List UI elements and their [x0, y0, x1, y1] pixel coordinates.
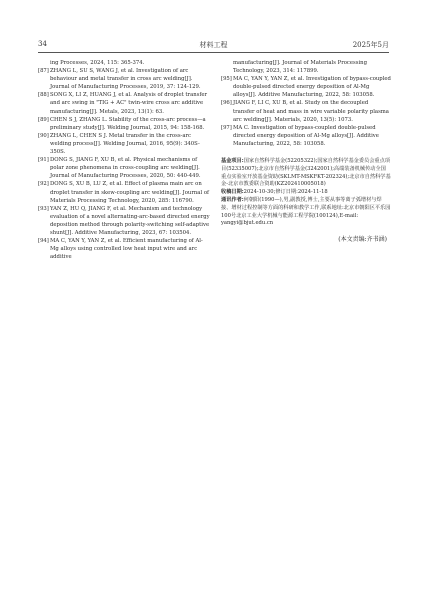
reference-number: [89] [38, 116, 49, 123]
reference-number: [92] [38, 181, 49, 188]
funding-label: 基金项目: [221, 158, 244, 165]
reference-text: MA C. Investigation of bypass-coupled double-pulsed directed energy deposition of Al-Mg alloys[J]. Additive Manufacturing, 2022, 58: 103058. [233, 124, 379, 147]
reference-number: [96] [221, 100, 232, 107]
reference-number: [91] [38, 157, 49, 164]
reference-text: DONG S, JIANG F, XU B, et al. Physical mechanisms of polar zone phenomena in cross-coupling arc welding[J]. Journal of Manufacturing Processes, 2020, 50: 440-449. [50, 157, 201, 180]
reference-entry [38, 237, 210, 261]
reference-text: ZHANG L, CHEN S J. Metal transfer in the cross-arc welding process[J]. Welding Journal, 2016, 95(9): 340S-350S. [50, 132, 200, 156]
reference-number: [93] [38, 205, 49, 212]
reference-text: YAN Z, HU Q, JIANG F, et al. Mechanism and technology evaluation of a novel alternating-arc-based directed energy deposition method through polarity-switching self-adaptive shunt[J]. Additive Manufacturing, 2023, 67: 103504. [50, 205, 210, 236]
article-metadata [221, 158, 391, 228]
funding-text: 国家自然科学基金(52205322);国家自然科学基金委员会重点项目(52335007);北京市自然科学基金(3242001);高端装备机械传动全国重点实验室开放基金资助(SKLMT-MSKFKT-202324);北京市自然科学基金-北京市教委联合资助(KZ202410005018) [221, 158, 391, 188]
reference-text: manufacturing[J]. Journal of Materials Processing Technology, 2023, 314: 117899. [233, 60, 367, 75]
reference-text: MA C, YAN Y, YAN Z, et al. Efficient manufacturing of Al-Mg alloys using controlled low heat input wire and arc additive [50, 238, 203, 261]
reference-text: JIANG F, LI C, XU B, et al. Study on the decoupled transfer of heat and mass in wire variable polarity plasma arc welding[J]. Materials, 2020, 13(5): 1073. [233, 100, 389, 123]
issue-date: 2025年5月 [352, 41, 389, 49]
reference-entry [38, 116, 210, 132]
reference-text: ing Processes, 2024, 115: 365-374. [50, 60, 145, 66]
author-label: 通讯作者: [221, 197, 244, 204]
references-right-column [221, 59, 391, 244]
reference-number: [88] [38, 92, 49, 99]
reference-entry [221, 59, 391, 75]
reference-number: [97] [221, 124, 232, 131]
dates-label: 收稿日期: [221, 189, 244, 196]
reference-entry [221, 99, 391, 123]
reference-entry [221, 124, 391, 148]
reference-entry [221, 75, 391, 99]
reference-entry [38, 180, 210, 204]
right-reference-list [221, 59, 391, 148]
reference-number: [87] [38, 68, 49, 75]
reference-entry [38, 156, 210, 180]
dates-note [221, 189, 391, 197]
reference-number: [95] [221, 76, 232, 83]
reference-entry [38, 132, 210, 156]
running-header [38, 38, 389, 53]
reference-entry [38, 59, 210, 67]
reference-entry [38, 205, 210, 237]
reference-entry [38, 67, 210, 91]
author-note [221, 197, 391, 228]
reference-text: MA C, YAN Y, YAN Z, et al. Investigation of bypass-coupled double-pulsed directed energy deposition of Al-Mg alloys[J]. Additive Manufacturing, 2022, 58: 103058. [233, 76, 391, 99]
reference-number: [94] [38, 238, 49, 245]
dates-text: 2024-10-30;修订日期:2024-11-18 [243, 189, 328, 196]
page-number: 34 [38, 40, 47, 48]
journal-title: 材料工程 [199, 41, 228, 49]
reference-text: CHEN S J, ZHANG L. Stability of the cross-arc process—a preliminary study[J]. Welding Journal, 2015, 94: 158-168. [50, 116, 206, 131]
editor-note: (本文责编:齐书涵) [338, 236, 387, 244]
reference-text: DONG S, XU B, LU Z, et al. Effect of plasma main arc on droplet transfer in skew-coupling arc welding[J]. Journal of Materials Processing Technology, 2020, 285: 116790. [50, 181, 209, 204]
reference-text: ZHANG L, SU S, WANG J, et al. Investigation of arc behaviour and metal transfer in cross arc welding[J]. Journal of Manufacturing Processes, 2019, 37: 124-129. [50, 68, 201, 91]
author-text: 何朝阳(1990—),男,副教授,博士,主要从事等离子弧增材与焊接、增材过程控制等方面的科研和教学工作,联系地址:北京市朝阳区平乐园100号北京工业大学机械与能源工程学院(100124),E-mail: yangyi@bjut.edu.cn [221, 197, 391, 227]
reference-entry [38, 91, 210, 115]
references-left-column [38, 59, 210, 261]
funding-note [221, 158, 391, 189]
reference-number: [90] [38, 132, 49, 139]
reference-text: SONG X, LI Z, HUANG J, et al. Analysis of droplet transfer and arc swing in "TIG + AC" twin-wire cross arc additive manufacturing[J]. Metals, 2023, 13(1): 63. [50, 92, 207, 115]
